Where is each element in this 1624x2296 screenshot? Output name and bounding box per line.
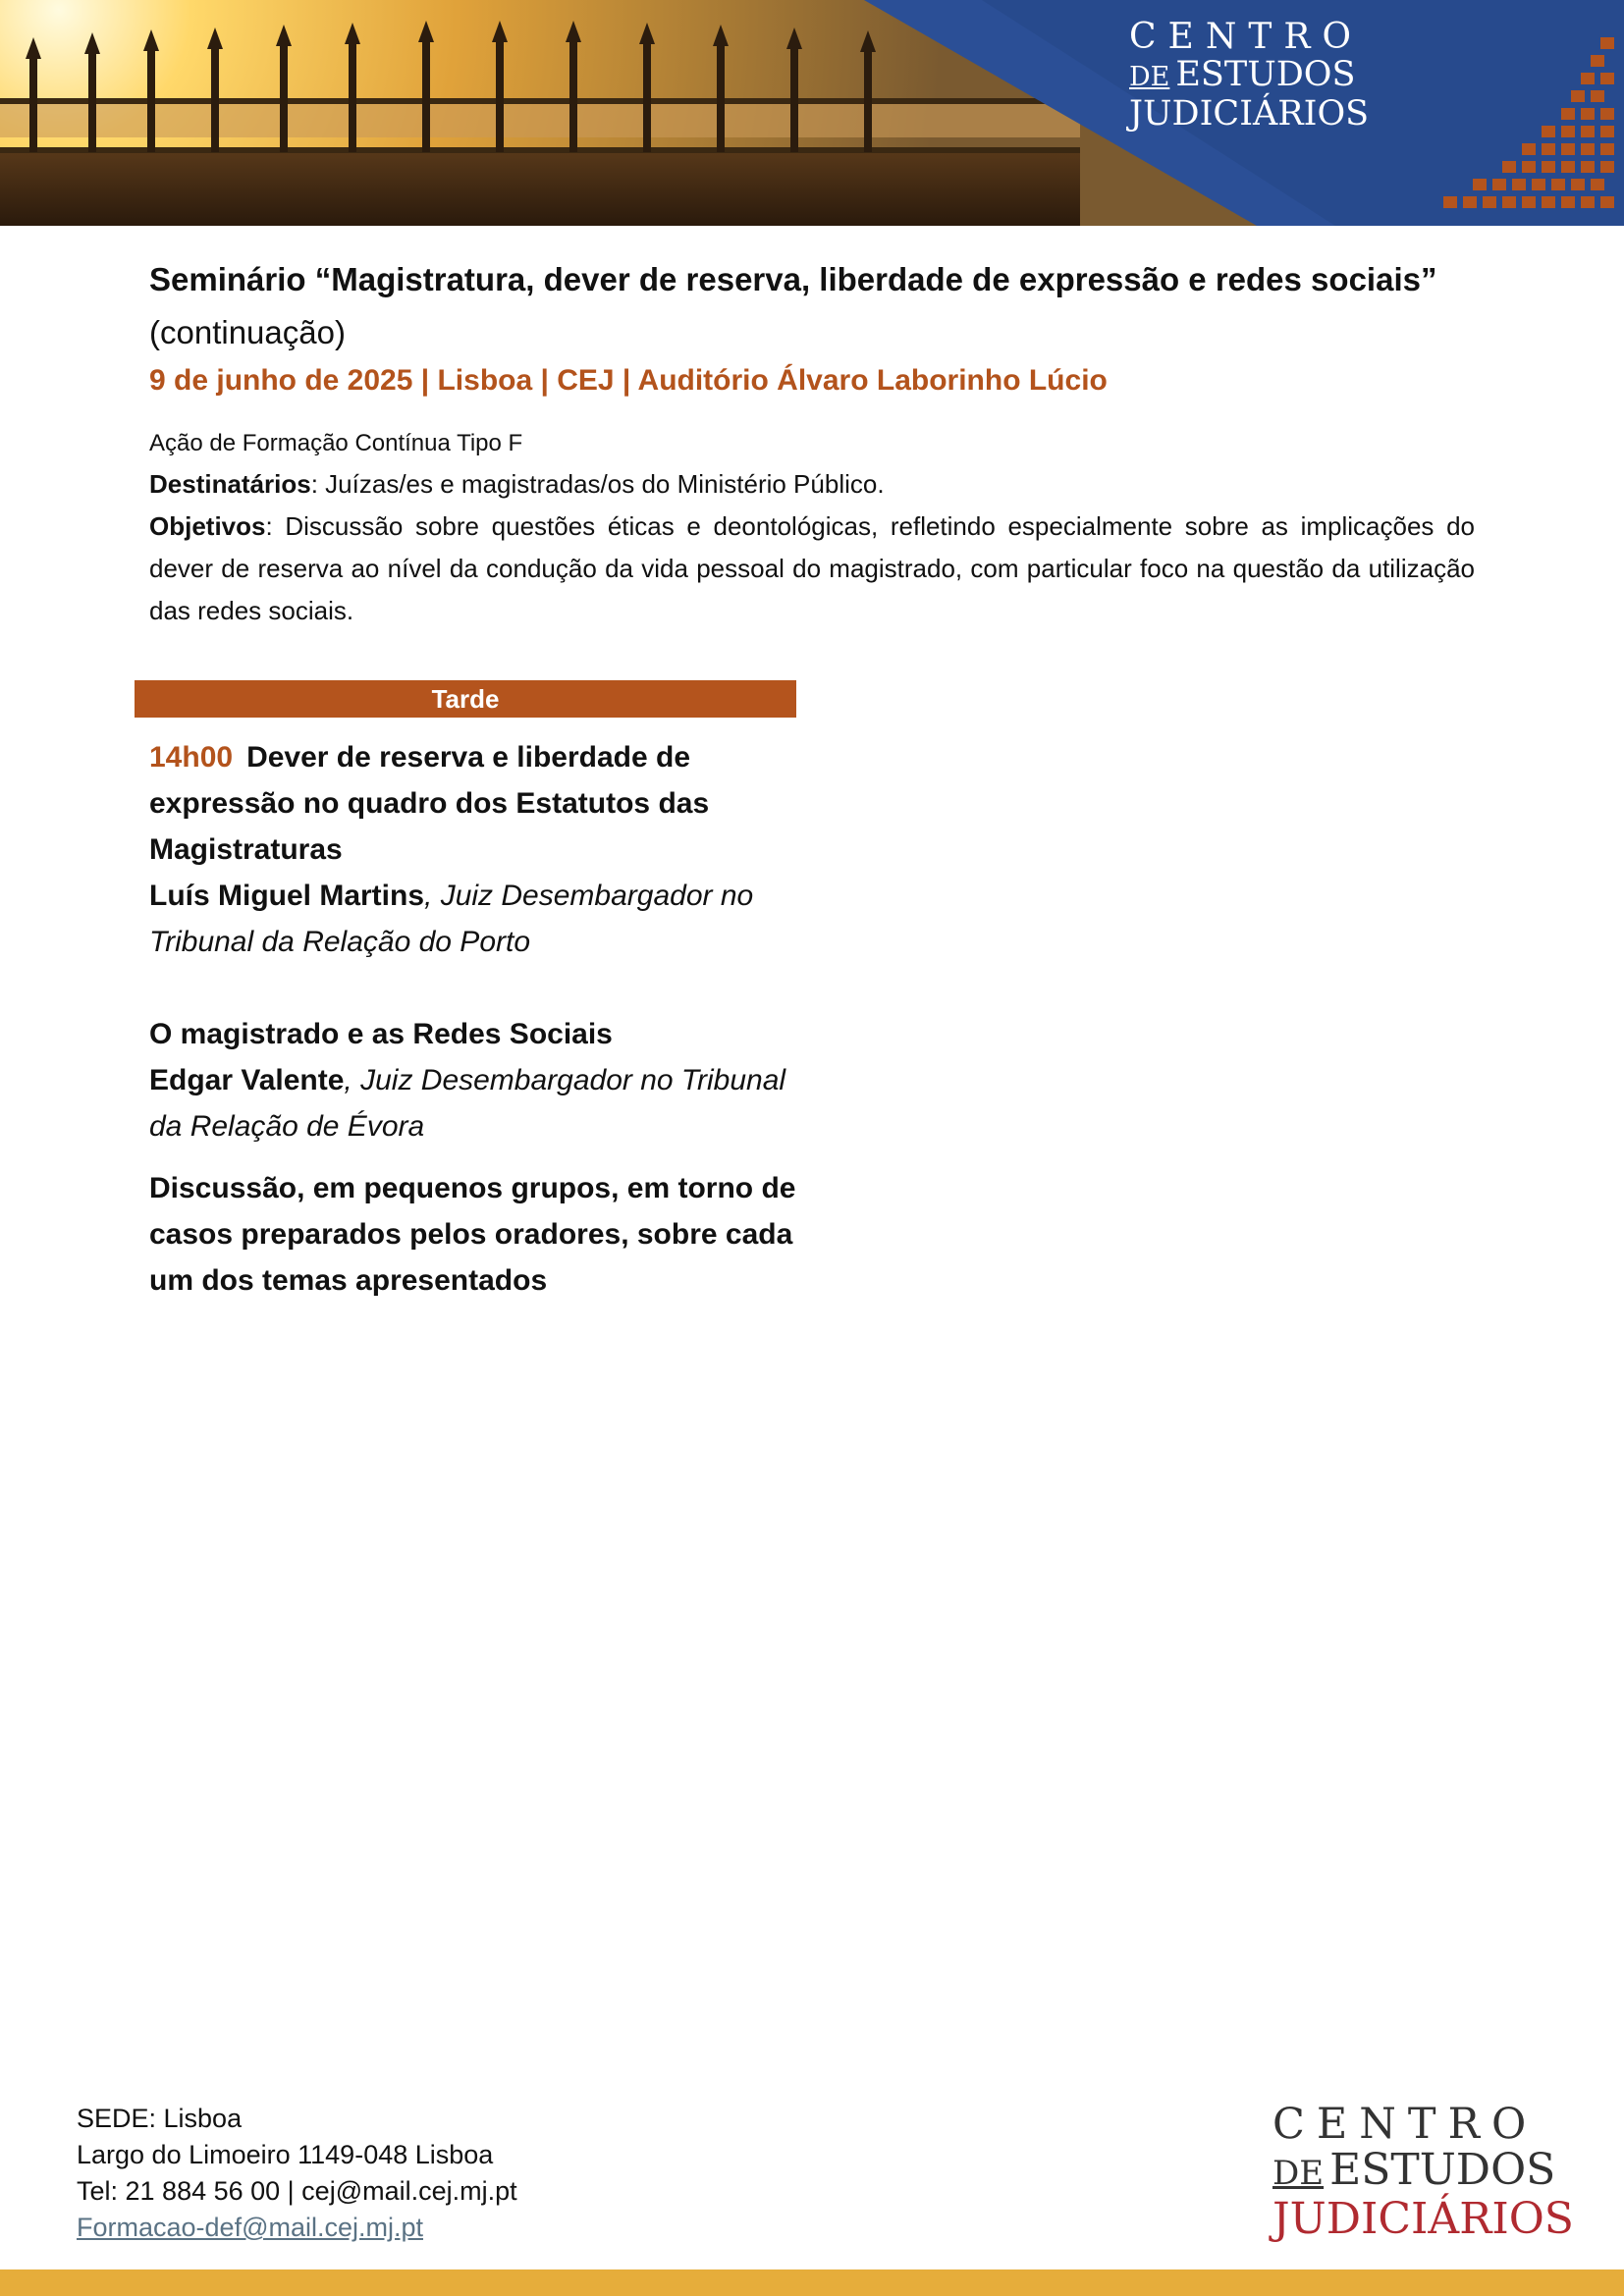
logo-line-estudos <box>1272 2145 1574 2196</box>
program-speaker-role: , Juiz Desembargador no Tribunal da Relação do Porto <box>149 880 754 958</box>
logo-line-judiciarios: JUDICIÁRIOS <box>1129 94 1370 133</box>
audience-label: Destinatários <box>149 469 311 499</box>
objectives-text: : Discussão sobre questões éticas e deontológicas, refletindo especialmente sobre as implicações do dever de reserva ao nível da condução da vida pessoal do magistrado, com particular foco na questão da utilização das redes sociais. <box>149 511 1475 625</box>
event-title <box>149 253 1475 359</box>
program-speaker-role: , Juiz Desembargador no Tribunal da Relação de Évora <box>149 1064 786 1143</box>
logo-line-judiciarios: JUDICIÁRIOS <box>1272 2194 1574 2244</box>
program-item <box>149 734 817 965</box>
logo-line-centro: CENTRO <box>1129 17 1363 57</box>
header-banner <box>0 0 1624 226</box>
event-title-main: Seminário “Magistratura, dever de reserva, liberdade de expressão e redes sociais” <box>149 261 1437 297</box>
address-line: SEDE: Lisboa <box>77 2104 243 2133</box>
audience-text: : Juízas/es e magistradas/os do Ministério Público. <box>310 469 885 499</box>
event-title-suffix: (continuação) <box>149 314 346 350</box>
program-speaker: Edgar Valente <box>149 1064 345 1096</box>
objectives <box>149 506 1475 632</box>
program-list <box>149 734 817 1304</box>
event-info <box>149 253 1475 632</box>
training-email-link[interactable]: Formacao-def@mail.cej.mj.pt <box>77 2213 424 2242</box>
logo-line-centro: CENTRO <box>1272 2100 1539 2149</box>
program-speaker: Luís Miguel Martins <box>149 880 425 912</box>
sunset-fence-photo <box>0 0 1624 226</box>
address-line: Largo do Limoeiro 1149-048 Lisboa <box>77 2140 494 2169</box>
program-topic: Discussão, em pequenos grupos, em torno de casos preparados pelos oradores, sobre cada um dos temas apresentados <box>149 1172 796 1297</box>
program-topic: O magistrado e as Redes Sociais <box>149 1018 613 1050</box>
section-header-tarde: Tarde <box>135 680 796 718</box>
program-time: 14h00 <box>149 741 234 774</box>
event-date-line: 9 de junho de 2025 | Lisboa | CEJ | Auditório Álvaro Laborinho Lúcio <box>149 364 1108 397</box>
program-topic: Dever de reserva e liberdade de expressão no quadro dos Estatutos das Magistraturas <box>149 741 710 866</box>
training-type: Ação de Formação Contínua Tipo F <box>149 430 523 456</box>
footer-accent-bar <box>0 2269 1624 2296</box>
program-item <box>149 1011 817 1149</box>
footer-address <box>77 2101 517 2246</box>
logo-estudos: ESTUDOS <box>1329 2145 1556 2195</box>
logo-de: DE <box>1272 2154 1325 2193</box>
audience <box>149 463 1475 506</box>
cej-logo-bottom <box>1272 2101 1574 2243</box>
program-item <box>149 1165 817 1304</box>
objectives-label: Objetivos <box>149 511 266 541</box>
cej-logo-top <box>1129 18 1369 133</box>
logo-estudos: ESTUDOS <box>1175 55 1356 94</box>
logo-de: DE <box>1129 62 1170 92</box>
address-line: Tel: 21 884 56 00 | cej@mail.cej.mj.pt <box>77 2176 517 2206</box>
logo-line-estudos <box>1129 57 1369 95</box>
